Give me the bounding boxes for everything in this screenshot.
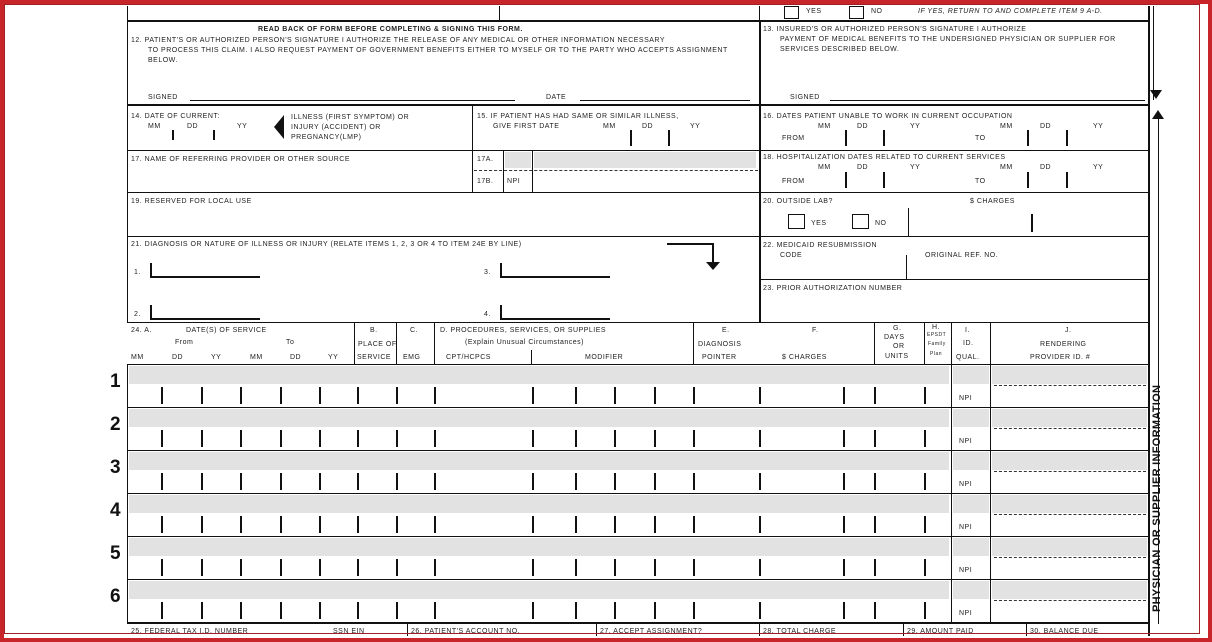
box27-title: 27. ACCEPT ASSIGNMENT? (600, 628, 703, 635)
diagnosis-3-label: 3. (484, 269, 491, 276)
box24-from-dd: DD (172, 354, 184, 361)
box15-dd: DD (642, 123, 654, 130)
box19-title: 19. RESERVED FOR LOCAL USE (131, 198, 252, 205)
service-line-number: 6 (110, 586, 121, 607)
box26-title: 26. PATIENT'S ACCOUNT NO. (411, 628, 521, 635)
no-label: NO (871, 8, 883, 15)
box20-title: 20. OUTSIDE LAB? (763, 198, 833, 205)
box16-from-yy: YY (910, 123, 921, 130)
box24-service: SERVICE (357, 354, 392, 361)
box24-to-dd: DD (290, 354, 302, 361)
box12-signed-label: SIGNED (148, 94, 178, 101)
box13-signed-label: SIGNED (790, 94, 820, 101)
box18-from-mm: MM (818, 164, 831, 171)
box18-from-dd: DD (857, 164, 869, 171)
box24-plan: Plan (930, 351, 943, 357)
box25-title: 25. FEDERAL TAX I.D. NUMBER (131, 628, 249, 635)
box24-to-yy: YY (328, 354, 339, 361)
box24-id: ID. (963, 340, 974, 347)
box28-title: 28. TOTAL CHARGE (763, 628, 837, 635)
box15-title: 15. IF PATIENT HAS HAD SAME OR SIMILAR ILLNESS, (477, 113, 679, 120)
box24-place-of: PLACE OF (358, 341, 397, 348)
box24-units: UNITS (885, 353, 909, 360)
box24-epsdt: EPSDT (927, 332, 947, 338)
box18-to-dd: DD (1040, 164, 1052, 171)
box24-to: To (286, 339, 295, 346)
service-line-number: 1 (110, 371, 121, 392)
box21-title: 21. DIAGNOSIS OR NATURE OF ILLNESS OR INJURY (RELATE ITEMS 1, 2, 3 OR 4 TO ITEM 24E BY LINE) (131, 241, 522, 248)
service-line-npi-label: NPI (959, 610, 973, 617)
box18-to-yy: YY (1093, 164, 1104, 171)
box24-rendering: RENDERING (1040, 341, 1087, 348)
box17-title: 17. NAME OF REFERRING PROVIDER OR OTHER SOURCE (131, 156, 351, 163)
box29-title: 29. AMOUNT PAID (907, 628, 974, 635)
box24-d-title: D. PROCEDURES, SERVICES, OR SUPPLIES (440, 327, 607, 334)
service-line-npi-label: NPI (959, 481, 973, 488)
box24-provider-id: PROVIDER ID. # (1030, 354, 1091, 361)
service-line-npi-label: NPI (959, 524, 973, 531)
service-line-npi-label: NPI (959, 567, 973, 574)
box17b-label: 17B. (477, 178, 494, 185)
box24-h: H. (932, 324, 940, 331)
box24-d-subtitle: (Explain Unusual Circumstances) (465, 339, 584, 346)
box25-ssn-ein: SSN EIN (333, 628, 365, 635)
box24-emg: EMG (403, 354, 421, 361)
box24-from-mm: MM (131, 354, 144, 361)
box16-to-yy: YY (1093, 123, 1104, 130)
box24-cpt: CPT/HCPCS (446, 354, 491, 361)
box12-text-1: 12. PATIENT'S OR AUTHORIZED PERSON'S SIGNATURE I AUTHORIZE THE RELEASE OF ANY MEDICAL OR OTHER INFORMATION NECESSARY (131, 37, 666, 44)
box12-text-3: BELOW. (148, 57, 178, 64)
box16-to: TO (975, 135, 986, 142)
box22-code: CODE (780, 252, 803, 259)
box24-days: DAYS (884, 334, 905, 341)
service-line-npi-label: NPI (959, 395, 973, 402)
service-line-npi-label: NPI (959, 438, 973, 445)
box22-original-ref: ORIGINAL REF. NO. (925, 252, 999, 259)
box14-dd: DD (187, 123, 199, 130)
box24-f: F. (812, 327, 819, 334)
box15-subtitle: GIVE FIRST DATE (493, 123, 560, 130)
box24-charges: $ CHARGES (782, 354, 827, 361)
box14-pregnancy: PREGNANCY(LMP) (291, 134, 362, 141)
box24-modifier: MODIFIER (585, 354, 624, 361)
box14-title: 14. DATE OF CURRENT: (131, 113, 220, 120)
physician-supplier-side-label: PHYSICIAN OR SUPPLIER INFORMATION (1151, 384, 1163, 612)
box24-from-yy: YY (211, 354, 222, 361)
service-line-number: 5 (110, 543, 121, 564)
box13-text-1: 13. INSURED'S OR AUTHORIZED PERSON'S SIGNATURE I AUTHORIZE (763, 26, 1027, 33)
service-line-number: 3 (110, 457, 121, 478)
box17a-label: 17A. (477, 156, 494, 163)
box20-charges: $ CHARGES (970, 198, 1015, 205)
box24-dates-of-service: DATE(S) OF SERVICE (186, 327, 267, 334)
box24-from: From (175, 339, 194, 346)
box24-e: E. (722, 327, 730, 334)
box14-illness: ILLNESS (FIRST SYMPTOM) OR (291, 114, 410, 121)
diagnosis-4-label: 4. (484, 311, 491, 318)
box15-yy: YY (690, 123, 701, 130)
diagnosis-2-label: 2. (134, 311, 141, 318)
service-line-number: 4 (110, 500, 121, 521)
read-back-instruction: READ BACK OF FORM BEFORE COMPLETING & SIGNING THIS FORM. (258, 26, 523, 33)
box16-to-dd: DD (1040, 123, 1052, 130)
outside-lab-no-label: NO (875, 220, 887, 227)
service-line-number: 2 (110, 414, 121, 435)
box24-pointer: POINTER (702, 354, 737, 361)
box18-to: TO (975, 178, 986, 185)
outside-lab-yes-label: YES (811, 220, 827, 227)
box16-from-mm: MM (818, 123, 831, 130)
box14-mm: MM (148, 123, 161, 130)
box24-c: C. (410, 327, 418, 334)
box24-i: I. (965, 327, 970, 334)
box18-from-yy: YY (910, 164, 921, 171)
box15-mm: MM (603, 123, 616, 130)
box12-date-label: DATE (546, 94, 567, 101)
box22-title: 22. MEDICAID RESUBMISSION (763, 242, 878, 249)
box16-title: 16. DATES PATIENT UNABLE TO WORK IN CURRENT OCCUPATION (763, 113, 1013, 120)
box24-diagnosis: DIAGNOSIS (698, 341, 742, 348)
box24-a: 24. A. (131, 327, 152, 334)
box13-text-2: PAYMENT OF MEDICAL BENEFITS TO THE UNDERSIGNED PHYSICIAN OR SUPPLIER FOR (780, 36, 1116, 43)
box24-b: B. (370, 327, 378, 334)
box14-injury: INJURY (ACCIDENT) OR (291, 124, 381, 131)
box12-text-2: TO PROCESS THIS CLAIM. I ALSO REQUEST PAYMENT OF GOVERNMENT BENEFITS EITHER TO MYSELF OR TO THE PARTY WHO ACCEPTS ASSIGNMENT (148, 47, 728, 54)
box16-from: FROM (782, 135, 805, 142)
box24-j: J. (1065, 327, 1072, 334)
yes-label: YES (806, 8, 822, 15)
box18-title: 18. HOSPITALIZATION DATES RELATED TO CURRENT SERVICES (763, 154, 1006, 161)
box16-to-mm: MM (1000, 123, 1013, 130)
box23-title: 23. PRIOR AUTHORIZATION NUMBER (763, 285, 903, 292)
diagnosis-1-label: 1. (134, 269, 141, 276)
box24-family: Family (928, 341, 946, 347)
box17b-npi: NPI (507, 178, 521, 185)
if-yes-note: IF YES, RETURN TO AND COMPLETE ITEM 9 A-D. (918, 8, 1103, 15)
box24-or: OR (893, 343, 905, 350)
box24-to-mm: MM (250, 354, 263, 361)
box14-yy: YY (237, 123, 248, 130)
box18-to-mm: MM (1000, 164, 1013, 171)
image-frame-inner-border (4, 4, 1200, 634)
box24-qual: QUAL. (956, 354, 980, 361)
box30-title: 30. BALANCE DUE (1030, 628, 1099, 635)
box24-g: G. (893, 325, 902, 332)
box16-from-dd: DD (857, 123, 869, 130)
box18-from: FROM (782, 178, 805, 185)
box13-text-3: SERVICES DESCRIBED BELOW. (780, 46, 900, 53)
